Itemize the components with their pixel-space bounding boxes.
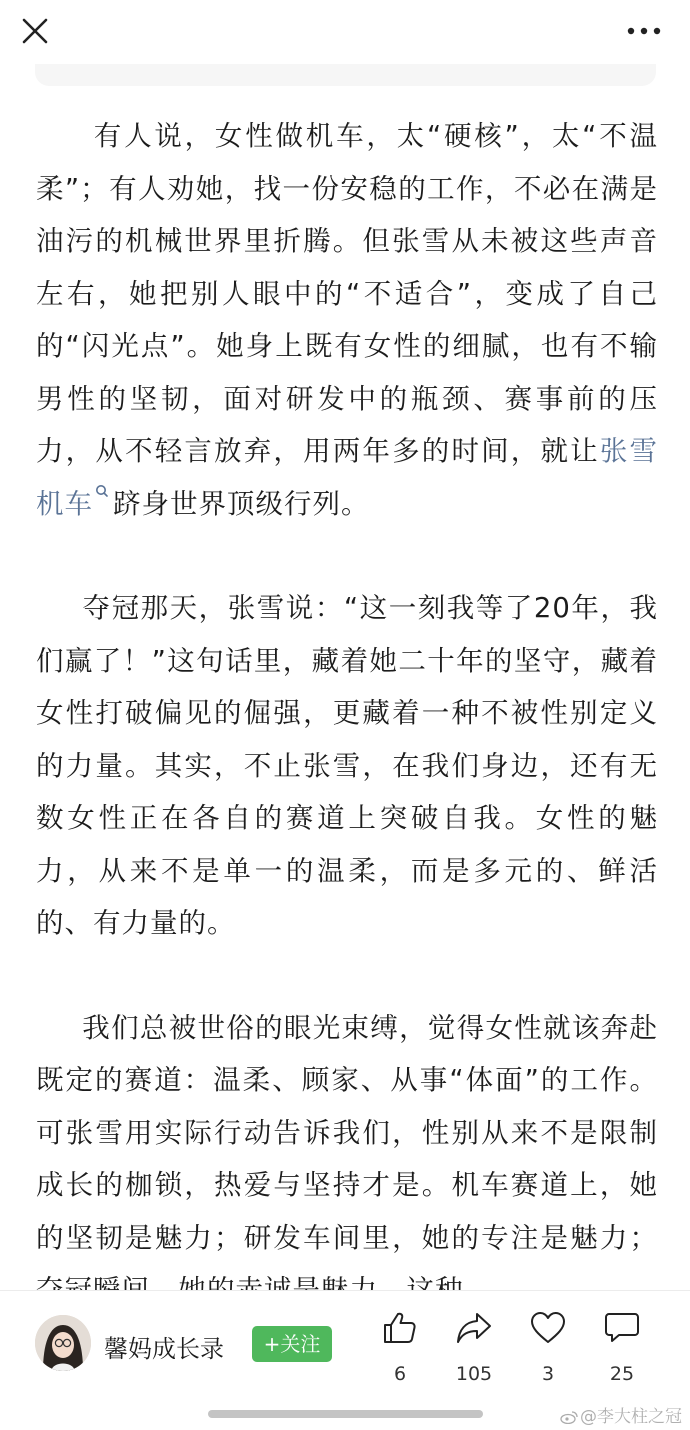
- bottom-action-bar: [0, 1290, 690, 1430]
- avatar-photo: [35, 1315, 91, 1371]
- close-icon: [20, 16, 50, 46]
- paragraph: [36, 110, 658, 530]
- follow-button[interactable]: +关注: [252, 1326, 332, 1362]
- share-count: 105: [455, 1363, 493, 1385]
- share-button[interactable]: [434, 1311, 514, 1395]
- article-body: [36, 110, 658, 1317]
- author-name[interactable]: 馨妈成长录: [104, 1335, 224, 1363]
- weibo-logo-icon: [560, 1410, 578, 1424]
- watermark-text: @李大柱之冠: [580, 1407, 682, 1427]
- search-icon: [93, 484, 111, 506]
- favorite-count: 3: [541, 1363, 555, 1385]
- home-indicator[interactable]: [208, 1410, 483, 1418]
- heart-icon: [530, 1311, 566, 1345]
- topic-link-label: 张雪机车: [36, 435, 659, 520]
- paragraph-text: 跻身世界顶级行列。: [113, 487, 370, 520]
- watermark: [560, 1402, 682, 1427]
- comment-count: 25: [609, 1363, 635, 1385]
- close-button[interactable]: [20, 16, 50, 46]
- comment-icon: [604, 1311, 640, 1345]
- paragraph: [36, 582, 658, 950]
- paragraph: [36, 1002, 658, 1317]
- more-icon: [626, 20, 662, 42]
- top-bar: [0, 0, 690, 64]
- favorite-button[interactable]: [508, 1311, 588, 1395]
- paragraph-text: 有人说，女性做机车，太“硬核”，太“不温柔”；有人劝她，找一份安稳的工作，不必在满是油污的机械世界里折腾。但张雪从未被这些声音左右，她把别人眼中的“不适合”，变成了自己的“闪光点”。她身上既有女性的细腻，也有不输男性的坚韧，面对研发中的瓶颈、赛事前的压力，从不轻言放弃，用两年多的时间，就让: [36, 120, 658, 467]
- like-count: 6: [393, 1363, 407, 1385]
- quoted-block-bottom: [35, 64, 656, 86]
- paragraph-text: 我们总被世俗的眼光束缚，觉得女性就该奔赴既定的赛道：温柔、顾家、从事“体面”的工作。可张雪用实际行动告诉我们，性别从来不是限制成长的枷锁，热爱与坚持才是。机车赛道上，她的坚韧是魅力；研发车间里，她的专注是魅力；: [36, 1011, 658, 1254]
- author-avatar[interactable]: [35, 1315, 91, 1371]
- share-icon: [456, 1311, 492, 1345]
- like-button[interactable]: [360, 1311, 440, 1395]
- thumbs-up-icon: [382, 1311, 418, 1345]
- more-button[interactable]: [626, 20, 662, 42]
- comment-button[interactable]: [582, 1311, 662, 1395]
- paragraph-text: 夺冠那天，张雪说：“这一刻我等了20年，我们赢了！”这句话里，藏着她二十年的坚守，藏着女性打破偏见的倔强，更藏着一种不被性别定义的力量。其实，不止张雪，在我们身边，还有无数女性正在各自的赛道上突破自我。女性的魅力，从来不是单一的温柔，而是多元的、鲜活的、有力量的。: [36, 592, 658, 939]
